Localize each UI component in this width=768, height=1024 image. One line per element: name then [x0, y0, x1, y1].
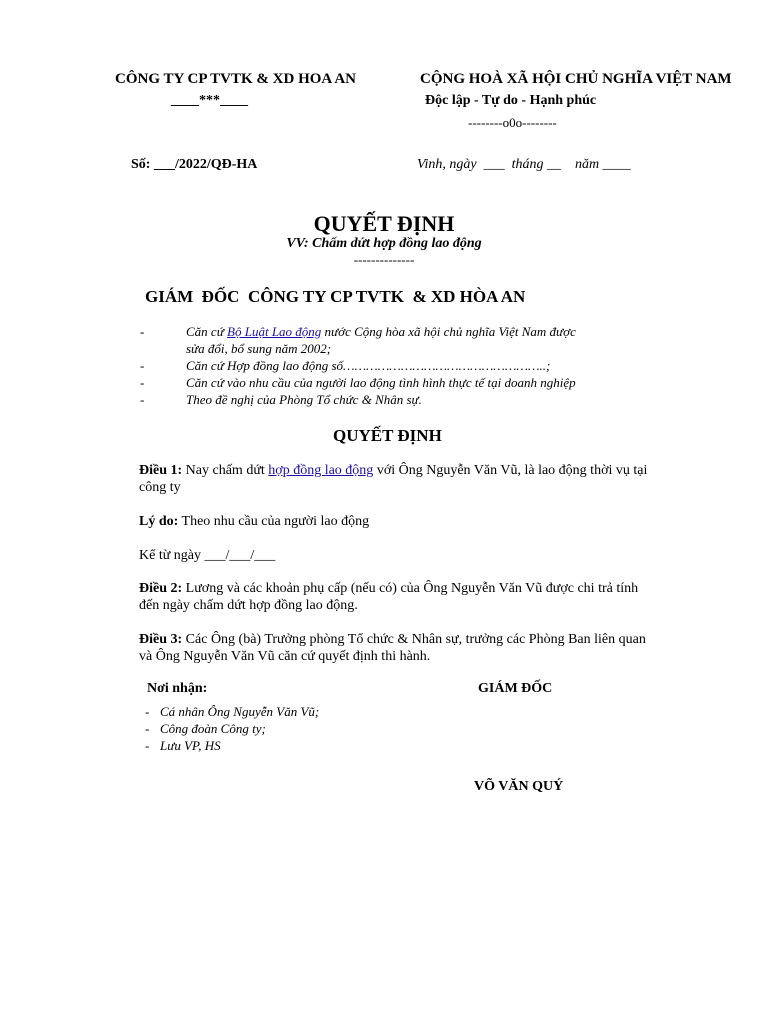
reason-text: Theo nhu cầu của người lao động	[178, 514, 370, 529]
list-dash: -	[140, 375, 145, 390]
document-number: Số: ___/2022/QĐ-HA	[131, 157, 258, 172]
decision-heading: QUYẾT ĐỊNH	[333, 426, 442, 445]
document-subject: VV: Chấm dứt hợp đồng lao động	[286, 236, 482, 251]
motto: Độc lập - Tự do - Hạnh phúc	[425, 93, 597, 108]
company-name: CÔNG TY CP TVTK & XD HOA AN	[115, 71, 357, 87]
list-dash: -	[140, 324, 145, 339]
article-text: Các Ông (bà) Trưởng phòng Tổ chức & Nhân sự, trưởng các Phòng Ban liên quan và Ông Nguyễn Văn Vũ căn cứ quyết định thi hành.	[139, 632, 646, 664]
article-2	[139, 580, 659, 614]
authority-heading: GIÁM ĐỐC CÔNG TY CP TVTK & XD HÒA AN	[145, 287, 526, 306]
list-dash: -	[145, 738, 150, 753]
effective-date: Kể từ ngày ___/___/___	[139, 548, 276, 563]
reason-label: Lý do:	[139, 514, 179, 529]
list-dash: -	[140, 358, 145, 373]
signatory-name: VÕ VĂN QUÝ	[474, 779, 564, 794]
place-date: Vinh, ngày ___ tháng __ năm ____	[417, 157, 631, 172]
basis-item: Căn cứ vào nhu cầu của người lao động tình hình thực tế tại doanh nghiệp	[186, 375, 576, 390]
title-rule: --------------	[353, 252, 415, 267]
list-dash: -	[145, 704, 150, 719]
motto-rule: --------o0o--------	[468, 115, 557, 130]
recipient-item: Công đoàn Công ty;	[160, 721, 266, 736]
signatory-title: GIÁM ĐỐC	[478, 681, 553, 696]
article-label: Điều 2:	[139, 581, 183, 596]
reason-line	[139, 513, 659, 530]
article-label: Điều 1:	[139, 463, 183, 478]
basis-text: Căn cứ	[186, 324, 228, 339]
document-title: QUYẾT ĐỊNH	[313, 211, 455, 236]
recipients-label: Nơi nhận:	[147, 681, 208, 696]
labor-contract-link[interactable]: hợp đồng lao động	[268, 463, 374, 478]
basis-continuation: sửa đổi, bổ sung năm 2002;	[186, 341, 332, 356]
basis-item	[186, 324, 576, 340]
nation-title: CỘNG HOÀ XÃ HỘI CHỦ NGHĨA VIỆT NAM	[420, 71, 732, 87]
basis-item: Căn cứ Hợp đồng lao động số……………………………………………..;	[186, 358, 551, 373]
article-label: Điều 3:	[139, 632, 183, 647]
list-dash: -	[145, 721, 150, 736]
article-3	[139, 631, 659, 665]
basis-item: Theo đề nghị của Phòng Tổ chức & Nhân sự.	[186, 392, 422, 407]
company-rule: ____***____	[171, 93, 248, 108]
basis-text: nước Cộng hòa xã hội chủ nghĩa Việt Nam được	[321, 324, 576, 339]
recipient-item: Cá nhân Ông Nguyễn Văn Vũ;	[160, 704, 320, 719]
recipient-item: Lưu VP, HS	[160, 738, 221, 753]
article-1	[139, 462, 659, 496]
article-text: Nay chấm dứt	[182, 463, 269, 478]
list-dash: -	[140, 392, 145, 407]
labor-code-link[interactable]: Bộ Luật Lao động	[227, 324, 322, 339]
article-text: Lương và các khoản phụ cấp (nếu có) của Ông Nguyễn Văn Vũ được chi trả tính đến ngày chấm dứt hợp đồng lao động.	[139, 581, 639, 613]
article-text: với Ông Nguyễn Văn Vũ, là lao động thời vụ tại công ty	[139, 463, 648, 495]
